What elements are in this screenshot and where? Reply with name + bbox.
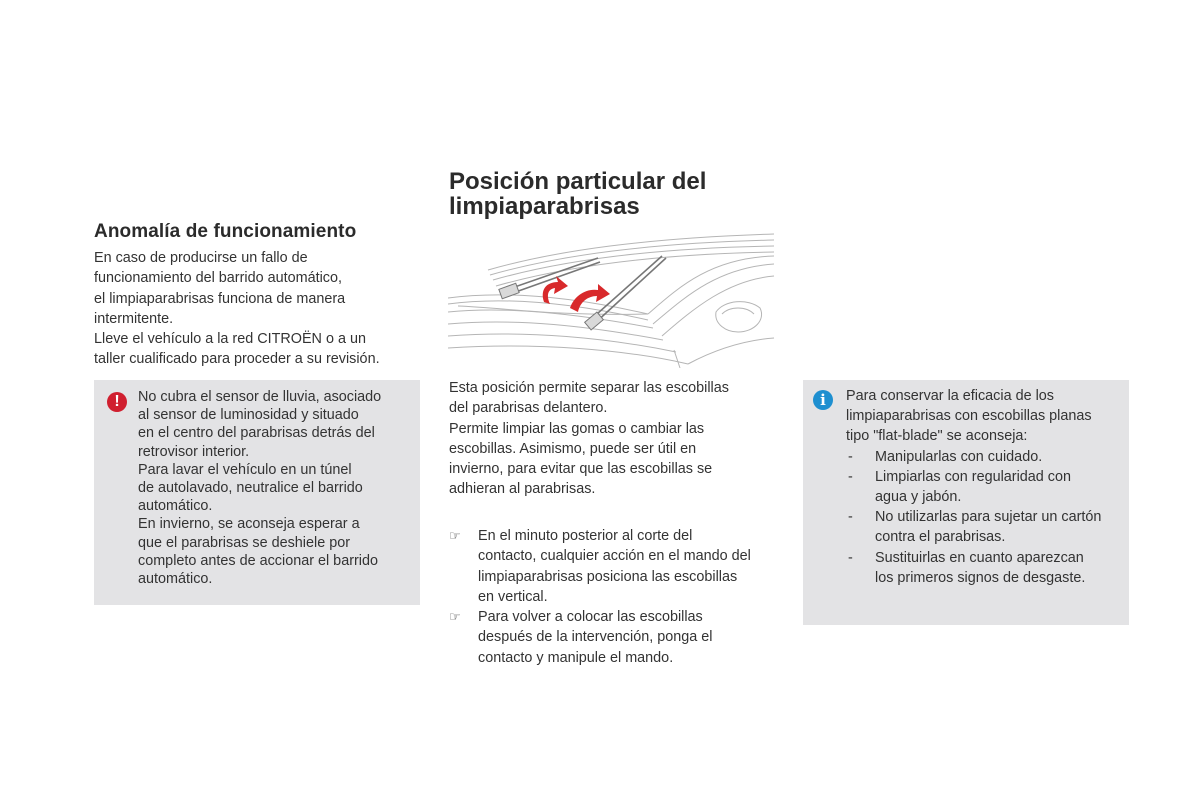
list-item xyxy=(846,548,1126,588)
list-item xyxy=(846,467,1126,507)
warning-exclamation-icon: ! xyxy=(107,392,127,412)
anomaly-line: Lleve el vehículo a la red CITROËN o a un xyxy=(94,331,366,348)
warning-line: en el centro del parabrisas detrás del xyxy=(138,425,375,442)
warning-line: al sensor de luminosidad y situado xyxy=(138,407,359,424)
info-text xyxy=(846,386,1126,588)
warning-text xyxy=(138,388,413,588)
windscreen-wipers-illustration xyxy=(448,228,776,368)
warning-line: Para lavar el vehículo en un túnel xyxy=(138,461,352,478)
info-item-line: No utilizarlas para sujetar un cartón xyxy=(875,509,1102,526)
info-item-line: Limpiarlas con regularidad con xyxy=(875,468,1071,485)
info-item-line: contra el parabrisas. xyxy=(875,529,1006,546)
warning-line: retrovisor interior. xyxy=(138,443,250,460)
section-heading-anomaly: Anomalía de funcionamiento xyxy=(94,221,357,242)
info-line: Para conservar la eficacia de los xyxy=(846,388,1054,404)
info-line: tipo "flat-blade" se aconseja: xyxy=(846,428,1028,445)
dash-bullet: - xyxy=(848,549,853,566)
title-line-1: Posición particular del xyxy=(449,168,707,195)
anomaly-body xyxy=(94,248,424,370)
warning-line: completo antes de accionar el barrido xyxy=(138,552,378,569)
bullet-line: Para volver a colocar las escobillas xyxy=(478,609,703,626)
warning-line: automático. xyxy=(138,571,213,588)
pointing-hand-icon: ☞ xyxy=(449,528,461,543)
position-body xyxy=(449,378,779,500)
info-item-line: Manipularlas con cuidado. xyxy=(875,448,1043,465)
dash-bullet: - xyxy=(848,448,853,465)
warning-box xyxy=(94,380,420,605)
warning-line: automático. xyxy=(138,498,213,515)
anomaly-line: En caso de producirse un fallo de xyxy=(94,250,308,266)
anomaly-line: intermitente. xyxy=(94,310,174,327)
bullet-line: después de la intervención, ponga el xyxy=(478,629,713,646)
anomaly-line: funcionamiento del barrido automático, xyxy=(94,270,342,287)
dash-bullet: - xyxy=(848,468,853,485)
warning-line: En invierno, se aconseja esperar a xyxy=(138,516,360,533)
info-item-line: agua y jabón. xyxy=(875,489,962,506)
dash-bullet: - xyxy=(848,509,853,526)
position-line: invierno, para evitar que las escobillas se xyxy=(449,461,713,478)
anomaly-line: el limpiaparabrisas funciona de manera xyxy=(94,290,346,307)
list-item xyxy=(846,447,1126,467)
info-item-line: Sustituirlas en cuanto aparezcan xyxy=(875,549,1084,566)
bullet-line: limpiaparabrisas posiciona las escobillas xyxy=(478,568,738,585)
page-title xyxy=(449,169,706,219)
list-item xyxy=(449,607,779,668)
bullet-line: contacto, cualquier acción en el mando del xyxy=(478,548,751,565)
info-icon: i xyxy=(813,390,833,410)
warning-line: No cubra el sensor de lluvia, asociado xyxy=(138,389,382,405)
position-line: escobillas. Asimismo, puede ser útil en xyxy=(449,440,697,457)
bullet-line: en vertical. xyxy=(478,588,548,605)
info-box xyxy=(803,380,1129,625)
warning-line: de autolavado, neutralice el barrido xyxy=(138,480,363,497)
info-line: limpiaparabrisas con escobillas planas xyxy=(846,408,1092,425)
pointing-hand-icon: ☞ xyxy=(449,609,461,625)
bullet-line: En el minuto posterior al corte del xyxy=(478,528,693,544)
warning-line: que el parabrisas se deshiele por xyxy=(138,534,350,551)
bullet-line: contacto y manipule el mando. xyxy=(478,649,674,666)
position-line: Esta posición permite separar las escobillas xyxy=(449,380,729,396)
position-line: adhieran al parabrisas. xyxy=(449,481,596,498)
position-line: Permite limpiar las gomas o cambiar las xyxy=(449,420,705,437)
list-item xyxy=(449,526,779,607)
info-item-line: los primeros signos de desgaste. xyxy=(875,569,1086,586)
anomaly-line: taller cualificado para proceder a su revisión. xyxy=(94,351,380,368)
title-line-2: limpiaparabrisas xyxy=(449,193,640,220)
position-bullets xyxy=(449,526,779,668)
position-line: del parabrisas delantero. xyxy=(449,400,608,417)
list-item xyxy=(846,507,1126,547)
